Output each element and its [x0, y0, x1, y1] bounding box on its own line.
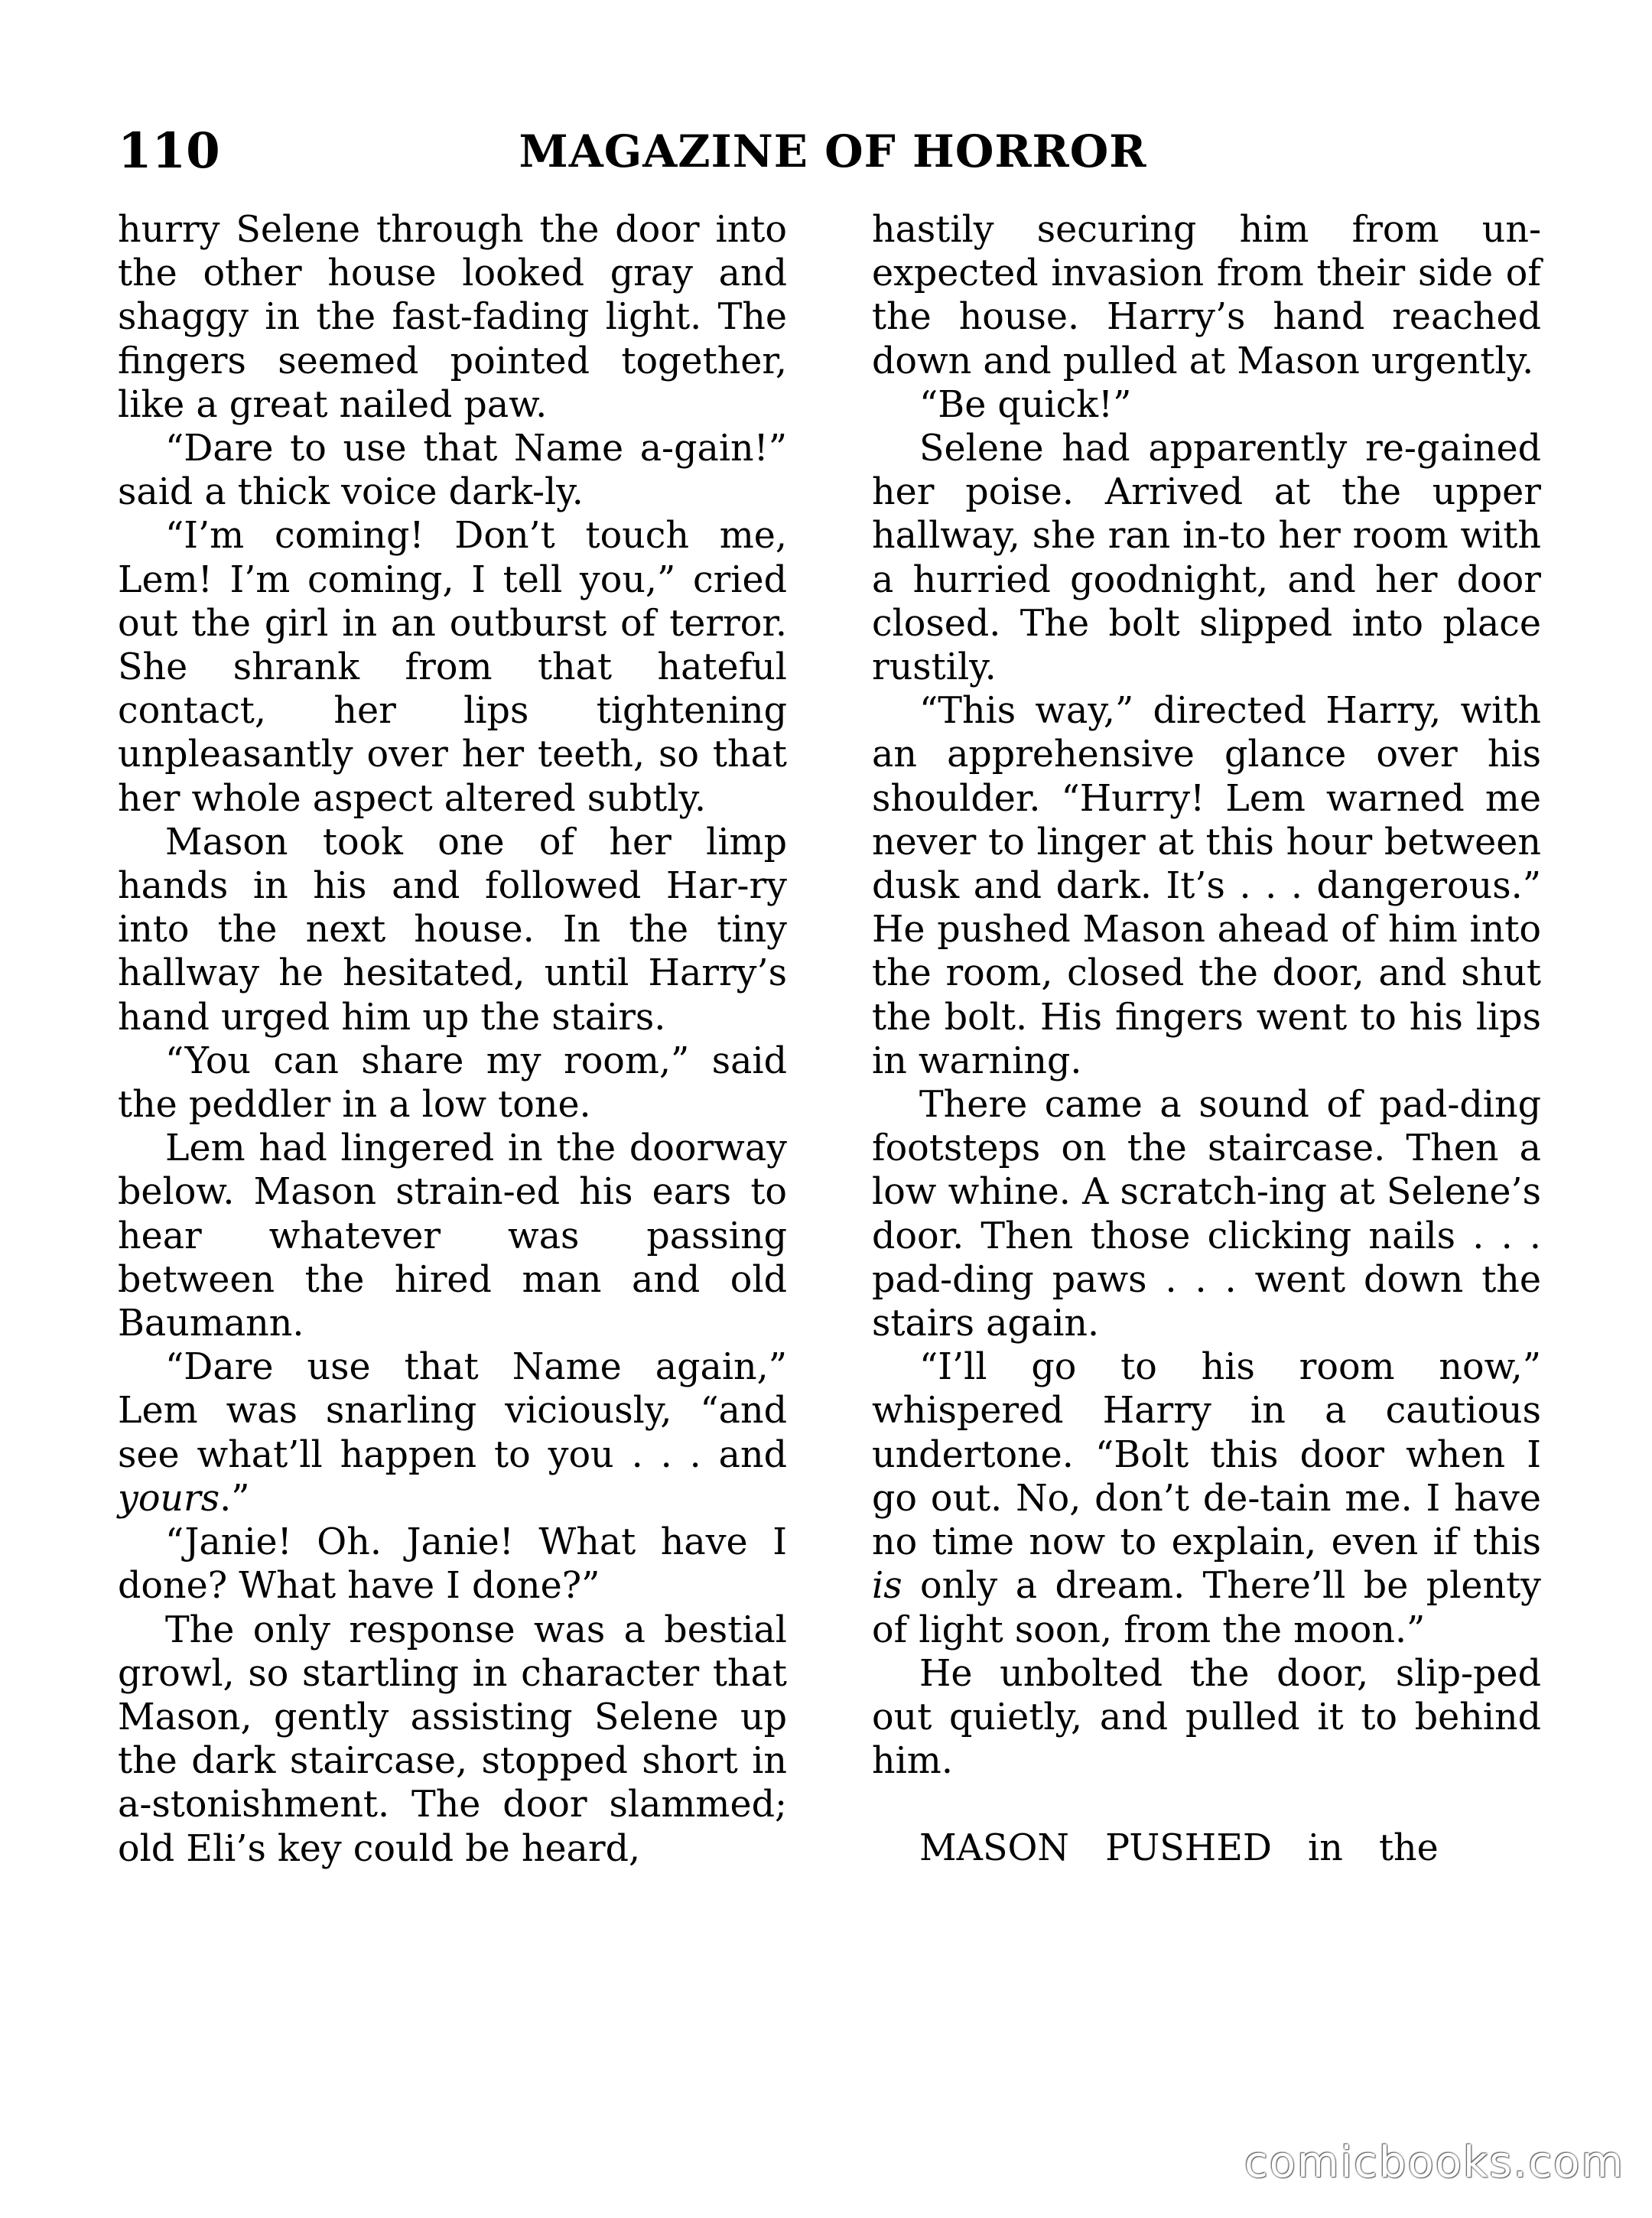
paragraph: Selene had apparently re-gained her poise. Arrived at the upper hallway, she ran in-to her room with a hurried goodnight, and her door closed. The bolt slipped into place rustily.: [872, 428, 1541, 689]
text-run: “Dare use that Name again,” Lem was snarling viciously, “and see what’ll happen to you . . . and: [118, 1346, 787, 1476]
right-text-column: [872, 208, 1541, 1871]
text-run: “I’ll go to his room now,” whispered Harry in a cautious undertone. “Bolt this door when I go out. No, don’t de-tain me. I have no time now to explain, even if this: [872, 1346, 1541, 1564]
paragraph: He unbolted the door, slip-ped out quietly, and pulled it to behind him.: [872, 1652, 1541, 1783]
paragraph: There came a sound of pad-ding footsteps on the staircase. Then a low whine. A scratch-ing at Selene’s door. Then those clicking nails . . . pad-ding paws . . . went down the stairs again.: [872, 1084, 1541, 1345]
watermark: comicbooks.com: [1244, 2138, 1624, 2187]
paragraph: “This way,” directed Harry, with an apprehensive glance over his shoulder. “Hurry! Lem warned me never to linger at this hour between dusk and dark. It’s . . . dangerous.” He pushed Mason ahead of him into the room, closed the door, and shut the bolt. His fingers went to his lips in warning.: [872, 690, 1541, 1082]
text-run: .”: [220, 1477, 250, 1520]
section-opening-line: MASON PUSHED in the: [919, 1827, 1439, 1870]
paragraph: The only response was a bestial growl, so startling in character that Mason, gently assisting Selene up the dark staircase, stopped short in a-stonishment. The door slammed; old Eli’s key could be heard,: [118, 1608, 787, 1870]
text-run: only a dream. There’ll be plenty of light soon, from the moon.”: [872, 1565, 1541, 1651]
paragraph: Mason took one of her limp hands in his and followed Har-ry into the next house. In the tiny hallway he hesitated, until Harry’s hand urged him up the stairs.: [118, 821, 787, 1039]
left-text-column: [118, 208, 787, 1871]
paragraph: “Be quick!”: [919, 383, 1132, 426]
paragraph: “You can share my room,” said the peddler in a low tone.: [118, 1039, 787, 1127]
paragraph: “Janie! Oh. Janie! What have I done? What have I done?”: [118, 1521, 787, 1608]
paragraph: “Dare to use that Name a-gain!” said a thick voice dark-ly.: [118, 428, 787, 514]
paragraph: “I’m coming! Don’t touch me, Lem! I’m coming, I tell you,” cried out the girl in an outburst of terror. She shrank from that hateful contact, her lips tightening unpleasantly over her teeth, so that her whole aspect altered subtly.: [118, 515, 787, 820]
paragraph: hastily securing him from un-expected invasion from their side of the house. Harry’s hand reached down and pulled at Mason urgently.: [872, 209, 1541, 382]
paragraph: Lem had lingered in the doorway below. Mason strain-ed his ears to hear whatever was passing between the hired man and old Baumann.: [118, 1127, 787, 1345]
page-number: 110: [118, 122, 220, 180]
paragraph: hurry Selene through the door into the other house looked gray and shaggy in the fast-fading light. The fingers seemed pointed together, like a great nailed paw.: [118, 209, 787, 426]
paragraph: [872, 1345, 1541, 1651]
magazine-title: MAGAZINE OF HORROR: [519, 125, 1147, 177]
page-header: [118, 113, 1548, 205]
paragraph: [118, 1345, 787, 1520]
italic-emphasis: is: [872, 1565, 902, 1608]
italic-emphasis: yours: [118, 1477, 220, 1520]
